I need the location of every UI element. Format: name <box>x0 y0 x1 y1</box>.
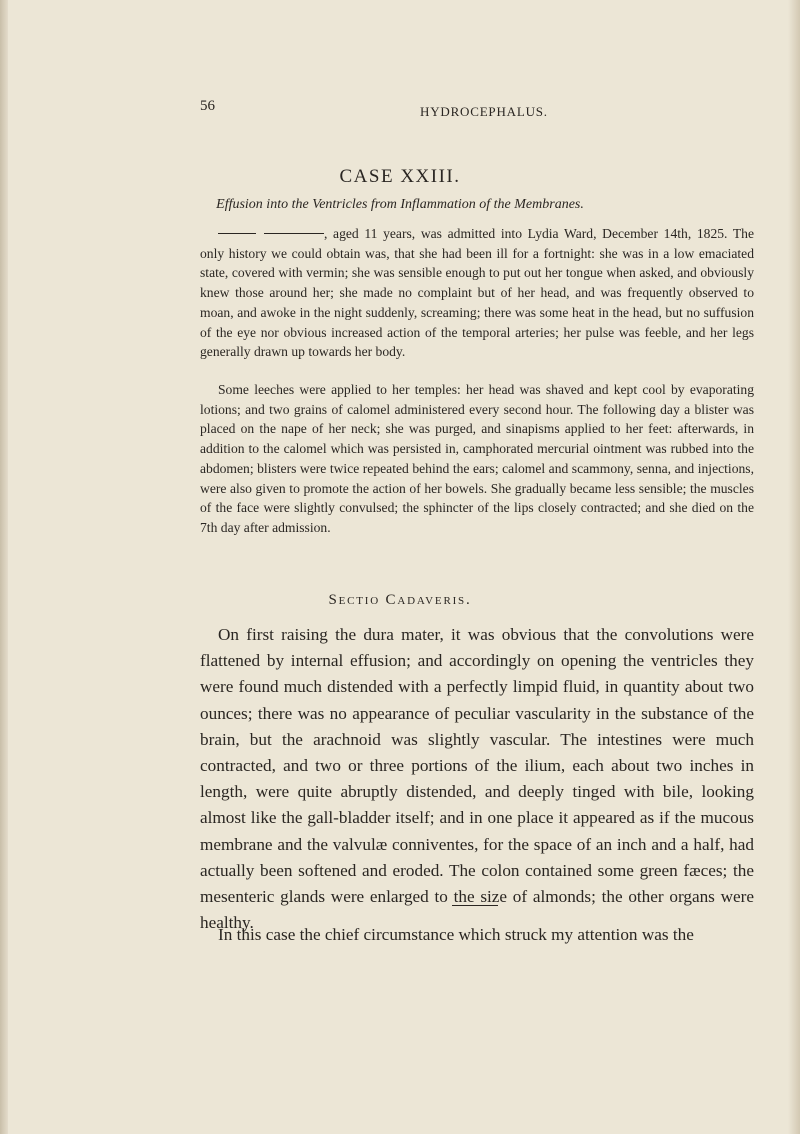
case-title: CASE XXIII. <box>339 166 461 187</box>
treatment-text: Some leeches were applied to her temples: her head was shaved and kept cool by evaporating lotions; and two grains of calomel administered every second hour. The following day a blister was placed on the nape of her neck; she was purged, and sinapisms applied to her feet: afterwards, in addition to the calomel which was persisted in, camphorated mercurial ointment was rubbed into the abdomen; blisters were twice repeated behind the ears; calomel and scammony, senna, and injections, were also given to promote the action of her bowels. She gradually became less sensible; the muscles of the face were slightly convulsed; the sphincter of the lips closely contracted; and she died on the 7th day after admission. <box>200 382 754 535</box>
treatment-paragraph <box>200 380 754 538</box>
commentary-text: In this case the chief circumstance which struck my attention was the <box>218 925 694 944</box>
case-history-paragraph <box>200 224 754 362</box>
running-head: HYDROCEPHALUS. <box>420 104 548 119</box>
autopsy-text: On first raising the dura mater, it was obvious that the convolutions were flattened by internal effusion; and accordingly on opening the ventricles they were found much distended with a perfectly limpid fluid, in quantity about two ounces; there was no appearance of peculiar vascularity in the substance of the brain, but the arachnoid was slightly vascular. The intestines were much contracted, and two or three portions of the ilium, each about two inches in length, were quite abruptly distended, and deeply tinged with bile, looking almost like the gall-bladder itself; and in one place it appeared as if the mucous membrane and the valvulæ conniventes, for the space of an inch and a half, had actually been softened and eroded. The colon contained some green fæces; the mesenteric glands were enlarged to the size of almonds; the other organs were healthy. <box>200 625 754 933</box>
case-history-text: , aged 11 years, was admitted into Lydia Ward, December 14th, 1825. The only history we could obtain was, that she had been ill for a fortnight: she was in a low emaciated state, covered with vermin; she was sensible enough to put out her tongue when asked, and obviously knew those around her; she made no complaint but of her head, and was frequently observed to moan, and awoke in the night suddenly, screaming; there was some heat in the head, but no suffusion of the eye nor obvious increased action of the temporal arteries; her pulse was feeble, and her legs generally drawn up towards her body. <box>200 226 754 360</box>
section-separator <box>452 905 498 906</box>
section-heading: Sectio Cadaveris. <box>328 592 472 608</box>
commentary-paragraph <box>200 922 754 948</box>
page-number: 56 <box>200 98 215 114</box>
redacted-name-dash <box>218 233 256 234</box>
redacted-surname-dash <box>264 233 324 234</box>
autopsy-paragraph <box>200 622 754 936</box>
case-subtitle: Effusion into the Ventricles from Inflammation of the Membranes. <box>216 197 584 212</box>
